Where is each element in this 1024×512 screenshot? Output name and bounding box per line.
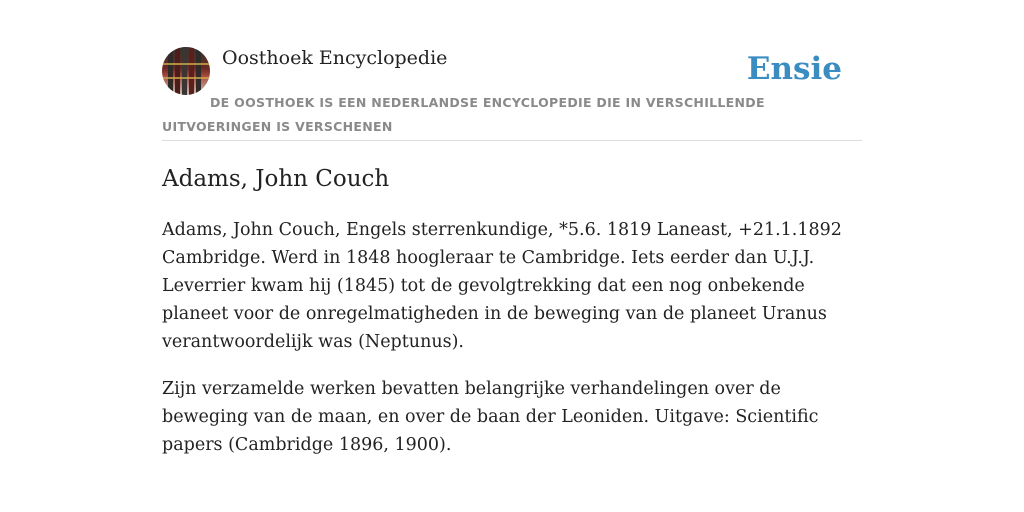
book-spine <box>168 47 173 95</box>
site-header <box>162 0 862 141</box>
site-avatar[interactable] <box>162 47 210 95</box>
site-tagline: DE OOSTHOEK IS EEN NEDERLANDSE ENCYCLOPEDIE DIE IN VERSCHILLENDE UITVOERINGEN IS VERSCHENEN <box>162 95 765 134</box>
entry-paragraph: Zijn verzamelde werken bevatten belangrijke verhandelingen over de beweging van de maan, en over de baan der Leoniden. Uitgave: Scientific papers (Cambridge 1896, 1900). <box>162 379 819 455</box>
book-band <box>162 63 210 65</box>
book-spine <box>189 47 194 95</box>
entry-body <box>162 216 862 478</box>
book-spine <box>182 47 187 95</box>
book-spine <box>175 47 180 95</box>
entry-paragraph: Adams, John Couch, Engels sterrenkundige, *5.6. 1819 Laneast, +21.1.1892 Cambridge. Werd in 1848 hoogleraar te Cambridge. Iets eerder dan U.J.J. Leverrier kwam hij (1845) tot de gevolgtrekking dat een nog onbekende planeet voor de onregelmatigheden in de beweging van de planeet Uranus verantwoordelijk was (Neptunus). <box>162 220 842 352</box>
book-band <box>162 77 210 79</box>
book-spine <box>196 47 201 95</box>
page-container <box>162 0 862 455</box>
entry-title: Adams, John Couch <box>162 166 390 192</box>
site-title-link[interactable]: Oosthoek Encyclopedie <box>222 47 448 69</box>
ensie-brand-link[interactable]: Ensie <box>746 51 842 87</box>
